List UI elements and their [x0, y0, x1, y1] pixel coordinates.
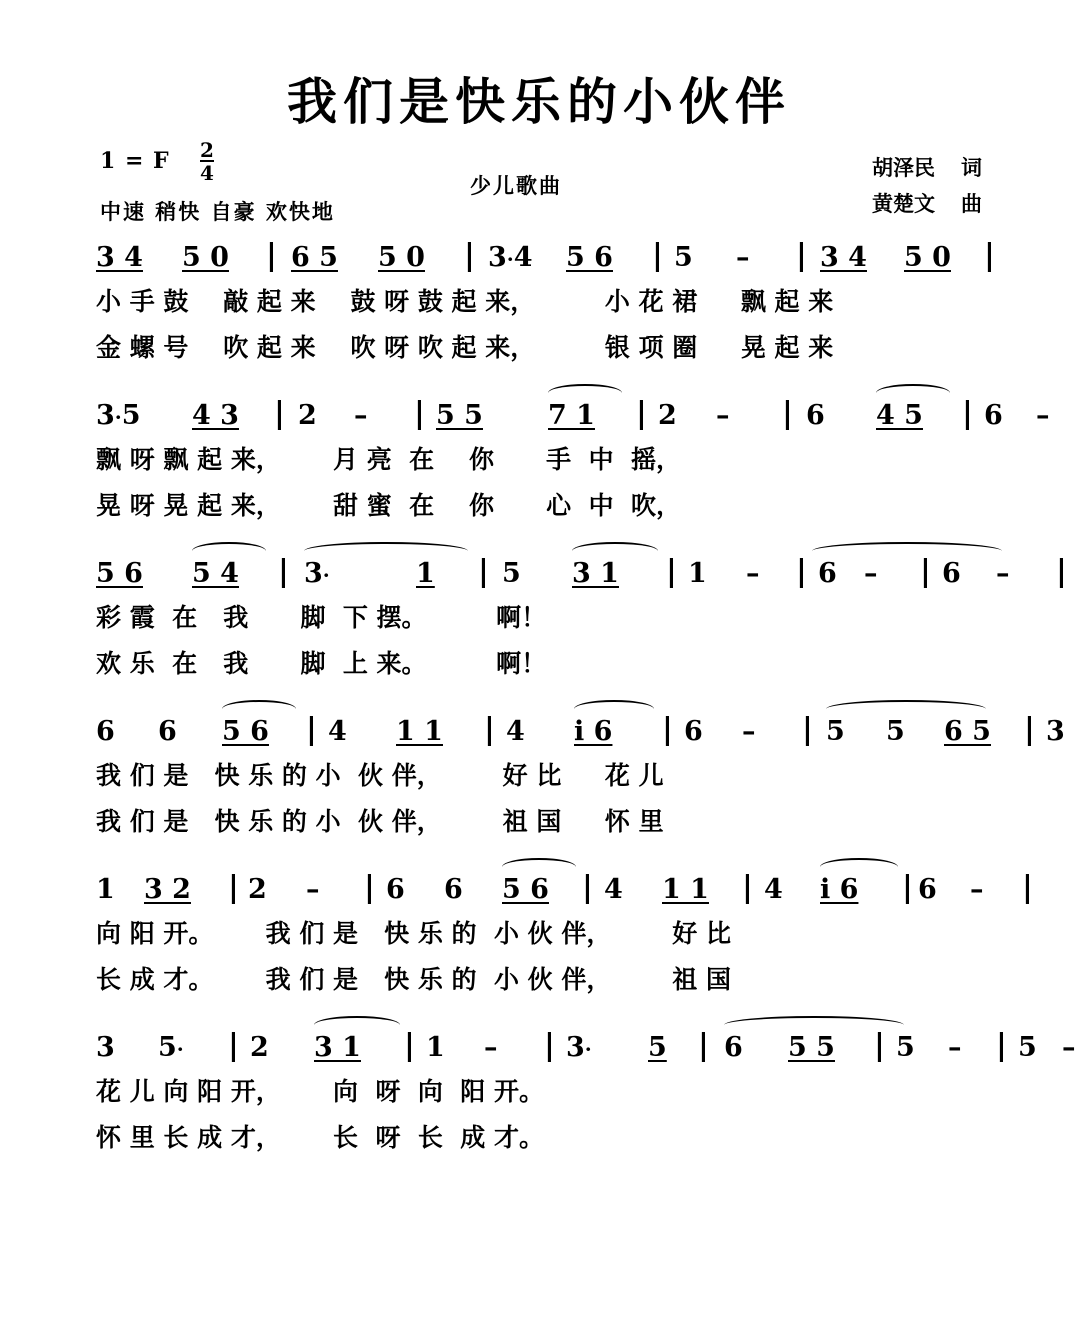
barline: |	[984, 238, 995, 273]
credits	[872, 150, 982, 221]
slur-arc	[812, 542, 1002, 560]
barline: |	[962, 396, 973, 431]
music-system	[96, 390, 1050, 548]
barline: |	[796, 238, 807, 273]
note-group: 7 1	[548, 400, 595, 431]
notation-row	[96, 390, 1050, 440]
note-group: 1	[96, 874, 115, 905]
lyric-row	[96, 282, 982, 328]
note-group: 6	[918, 874, 937, 905]
barline: |	[802, 712, 813, 747]
notation-row	[96, 232, 995, 282]
page-title: 我们是快乐的小伙伴	[287, 72, 791, 131]
note-group: –	[716, 400, 730, 431]
barline: |	[1024, 712, 1035, 747]
note-group: 1	[688, 558, 707, 589]
note-group: –	[354, 400, 368, 431]
barline: |	[544, 1028, 555, 1063]
lyric-line: 我 们 是 快 乐 的 小 伙 伴， 祖 国 怀 里	[96, 807, 664, 836]
note-group: 5 0	[182, 242, 229, 273]
lyric-line: 向 阳 开。 我 们 是 快 乐 的 小 伙 伴， 好 比	[96, 919, 731, 948]
lyric-line: 我 们 是 快 乐 的 小 伙 伴， 好 比 花 儿	[96, 761, 664, 790]
note-group: –	[742, 716, 756, 747]
barline: |	[666, 554, 677, 589]
barline: |	[228, 870, 239, 905]
barline: |	[996, 1028, 1007, 1063]
lyric-row	[96, 328, 982, 374]
note-group: 5 6	[222, 716, 269, 747]
note-group: 5	[1018, 1032, 1037, 1063]
barline: |	[636, 396, 647, 431]
note-group: 3·	[304, 558, 330, 589]
composer-role: 曲	[961, 190, 982, 216]
note-group: 6	[158, 716, 177, 747]
note-group: –	[736, 242, 750, 273]
lyric-line: 金 螺 号 吹 起 来 吹 呀 吹 起 来， 银 项 圈 晃 起 来	[96, 333, 834, 362]
note-group: 6	[386, 874, 405, 905]
note-group: 3 1	[572, 558, 619, 589]
note-group: 5	[674, 242, 693, 273]
note-group: 4 3	[192, 400, 239, 431]
notation-row	[96, 548, 1067, 598]
barline: |	[414, 396, 425, 431]
note-group: 6	[444, 874, 463, 905]
note-group: 4 5	[876, 400, 923, 431]
barline: |	[464, 238, 475, 273]
note-group: 5	[502, 558, 521, 589]
note-group: 4	[764, 874, 783, 905]
note-group: 2	[658, 400, 677, 431]
music-system	[96, 1022, 1076, 1180]
note-group: 3·5	[96, 400, 141, 431]
lyric-line: 晃 呀 晃 起 来， 甜 蜜 在 你 心 中 吹，	[96, 491, 681, 520]
barline: |	[662, 712, 673, 747]
music-systems	[0, 232, 1078, 1180]
note-group: 5	[896, 1032, 915, 1063]
lyric-line: 欢 乐 在 我 脚 上 来。 啊！	[96, 649, 547, 678]
barline: |	[266, 238, 277, 273]
lyric-line: 飘 呀 飘 起 来， 月 亮 在 你 手 中 摇，	[96, 445, 681, 474]
note-group: 3 4	[96, 242, 143, 273]
note-group: –	[864, 558, 878, 589]
note-group: –	[970, 874, 984, 905]
note-group: 5	[648, 1032, 667, 1063]
note-group: 2	[250, 1032, 269, 1063]
barline: |	[742, 870, 753, 905]
lyric-row	[96, 756, 982, 802]
note-group: 6	[724, 1032, 743, 1063]
music-system	[96, 232, 995, 390]
lyric-row	[96, 644, 982, 690]
barline: |	[698, 1028, 709, 1063]
tempo-marking: 中速 稍快 自豪 欢快地	[100, 199, 335, 224]
composer-name: 黄楚文	[872, 190, 935, 216]
note-group: 4	[604, 874, 623, 905]
note-group: 5 5	[788, 1032, 835, 1063]
barline: |	[1022, 870, 1033, 905]
note-group: 1	[416, 558, 435, 589]
note-group: 6	[818, 558, 837, 589]
barline: |	[484, 712, 495, 747]
time-signature-numerator: 2	[200, 138, 214, 162]
note-group: 6	[984, 400, 1003, 431]
lyric-row	[96, 440, 982, 486]
note-group: 1 1	[396, 716, 443, 747]
note-group: 5 0	[378, 242, 425, 273]
notation-row	[96, 1022, 1076, 1072]
lyric-row	[96, 1118, 982, 1164]
barline: |	[274, 396, 285, 431]
key-signature: 1 = F	[100, 148, 170, 174]
note-group: 5·	[158, 1032, 184, 1063]
note-group: 2	[248, 874, 267, 905]
note-group: –	[306, 874, 320, 905]
lyric-line: 长 成 才。 我 们 是 快 乐 的 小 伙 伴， 祖 国	[96, 965, 731, 994]
barline: |	[478, 554, 489, 589]
note-group: –	[948, 1032, 962, 1063]
note-group: 1 1	[662, 874, 709, 905]
note-group: 4	[328, 716, 347, 747]
barline: |	[874, 1028, 885, 1063]
note-group: –	[996, 558, 1010, 589]
barline: |	[902, 870, 913, 905]
lyricist-name: 胡泽民	[872, 155, 935, 180]
sheet-music-page	[0, 62, 1078, 1327]
lyric-line: 花 儿 向 阳 开， 向 呀 向 阳 开。	[96, 1077, 544, 1106]
note-group: 2	[298, 400, 317, 431]
lyric-row	[96, 802, 982, 848]
note-group: 5 4	[192, 558, 239, 589]
time-signature-denominator: 4	[200, 161, 214, 185]
note-group: 5	[886, 716, 905, 747]
score-header	[0, 138, 1078, 230]
music-system	[96, 548, 1067, 706]
barline: |	[782, 396, 793, 431]
note-group: 5 6	[566, 242, 613, 273]
music-system	[96, 864, 1033, 1022]
note-group: 4	[506, 716, 525, 747]
barline: |	[404, 1028, 415, 1063]
note-group: 3 1	[314, 1032, 361, 1063]
note-group: 6 5	[291, 242, 338, 273]
barline: |	[364, 870, 375, 905]
lyric-row	[96, 598, 982, 644]
lyricist-role: 词	[961, 155, 982, 180]
note-group: 5 5	[436, 400, 483, 431]
lyric-line: 彩 霞 在 我 脚 下 摆。 啊！	[96, 603, 547, 632]
note-group: 1	[426, 1032, 445, 1063]
note-group: 3·	[566, 1032, 592, 1063]
note-group: –	[746, 558, 760, 589]
barline: |	[1056, 554, 1067, 589]
barline: |	[920, 554, 931, 589]
lyric-row	[96, 486, 982, 532]
composer-credit	[872, 186, 982, 222]
barline: |	[652, 238, 663, 273]
note-group: 3 4	[820, 242, 867, 273]
note-group: 6 5	[944, 716, 991, 747]
note-group: 3	[96, 1032, 115, 1063]
note-group: 3·4	[488, 242, 533, 273]
note-group: i 6	[820, 874, 859, 905]
lyricist-credit	[872, 150, 982, 186]
barline: |	[278, 554, 289, 589]
barline: |	[796, 554, 807, 589]
note-group: 6	[806, 400, 825, 431]
lyric-line: 小 手 鼓 敲 起 来 鼓 呀 鼓 起 来， 小 花 裙 飘 起 来	[96, 287, 834, 316]
note-group: 6	[684, 716, 703, 747]
note-group: –	[484, 1032, 498, 1063]
note-group: 5 6	[502, 874, 549, 905]
lyric-line: 怀 里 长 成 才， 长 呀 长 成 才。	[96, 1123, 544, 1152]
note-group: 3	[1046, 716, 1065, 747]
note-group: 5 6	[96, 558, 143, 589]
notation-row	[96, 706, 1065, 756]
note-group: i 6	[574, 716, 613, 747]
note-group: 6	[942, 558, 961, 589]
time-signature	[200, 140, 214, 183]
music-system	[96, 706, 1065, 864]
barline: |	[306, 712, 317, 747]
note-group: 3 2	[144, 874, 191, 905]
genre-label: 少儿歌曲	[470, 173, 562, 198]
lyric-row	[96, 1072, 982, 1118]
barline: |	[228, 1028, 239, 1063]
barline: |	[582, 870, 593, 905]
lyric-row	[96, 960, 982, 1006]
lyric-row	[96, 914, 982, 960]
note-group: –	[1036, 400, 1050, 431]
note-group: 6	[96, 716, 115, 747]
note-group: 5 0	[904, 242, 951, 273]
notation-row	[96, 864, 1033, 914]
note-group: 5	[826, 716, 845, 747]
note-group: –	[1062, 1032, 1076, 1063]
